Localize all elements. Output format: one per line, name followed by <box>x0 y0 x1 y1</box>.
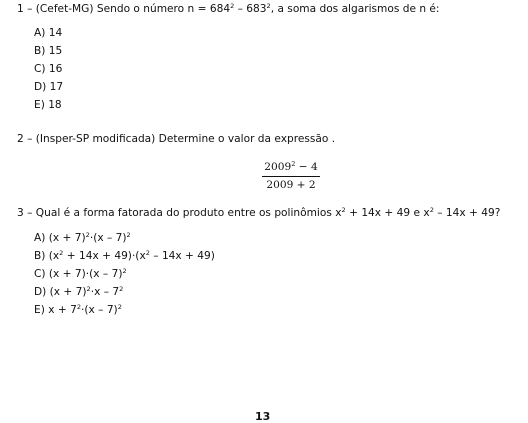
q3-a-exp-2: 2 <box>126 231 131 240</box>
q2-num-base: 2009 <box>264 161 292 173</box>
q2-num-rest: − 4 <box>295 161 318 173</box>
q3-b-part-1: B) (x <box>34 250 60 262</box>
q3-e-part-2: ·(x – 7) <box>81 304 118 316</box>
q3-b-part-2: + 14x + 49)·(x <box>63 250 146 262</box>
question-1-stem <box>17 4 440 15</box>
q3-option-b <box>34 251 215 262</box>
q1-option-c: C) 16 <box>34 63 63 75</box>
q3-b-exp-1: 2 <box>59 249 64 258</box>
q1-exponent-a: 2 <box>230 2 235 11</box>
q3-b-exp-2: 2 <box>145 249 150 258</box>
q3-stem-text: 3 – Qual é a forma fatorada do produto entre os polinômios x <box>17 207 342 219</box>
q3-d-part-2: ·x – 7 <box>90 286 120 298</box>
q3-option-a <box>34 233 131 244</box>
q2-fraction-numerator <box>261 162 321 176</box>
q3-e-exp-1: 2 <box>76 303 82 312</box>
q3-e-exp-2: 2 <box>117 303 122 312</box>
question-3-stem <box>17 208 500 219</box>
q2-fraction-denominator: 2009 + 2 <box>266 178 316 191</box>
q3-b-part-3: – 14x + 49) <box>149 250 215 262</box>
q3-stem-exponent-1: 2 <box>341 206 346 215</box>
q3-option-c <box>34 269 127 280</box>
q3-c-part-1: C) (x + 7)·(x – 7) <box>34 268 123 280</box>
q3-d-exp-1: 2 <box>86 285 91 294</box>
q3-d-exp-2: 2 <box>119 285 124 294</box>
q3-c-exp-1: 2 <box>122 267 127 276</box>
question-2-stem: 2 – (Insper-SP modificada) Determine o valor da expressão . <box>17 133 336 145</box>
q3-stem-exponent-2: 2 <box>429 206 434 215</box>
q2-num-exponent: 2 <box>291 160 296 169</box>
q3-e-part-1: E) x + 7 <box>34 304 77 316</box>
q1-exponent-b: 2 <box>266 2 271 11</box>
q1-stem-mid: – 683 <box>234 3 267 15</box>
q1-option-d: D) 17 <box>34 81 64 93</box>
q1-stem-text: 1 – (Cefet-MG) Sendo o número n = 684 <box>17 3 231 15</box>
q1-option-b: B) 15 <box>34 45 63 57</box>
page-number: 13 <box>255 410 271 423</box>
q3-stem-mid: + 14x + 49 e x <box>345 207 430 219</box>
q3-d-part-1: D) (x + 7) <box>34 286 87 298</box>
q3-option-e <box>34 305 122 316</box>
q3-stem-tail: – 14x + 49? <box>433 207 501 219</box>
q1-option-e: E) 18 <box>34 99 62 111</box>
q2-fraction <box>261 162 321 190</box>
q3-option-d <box>34 287 123 298</box>
q3-a-part-1: A) (x + 7) <box>34 232 86 244</box>
q1-stem-tail: , a soma dos algarismos de n é: <box>270 3 440 15</box>
q1-option-a: A) 14 <box>34 27 63 39</box>
q3-a-exp-1: 2 <box>85 231 90 240</box>
q3-a-part-2: ·(x – 7) <box>89 232 127 244</box>
